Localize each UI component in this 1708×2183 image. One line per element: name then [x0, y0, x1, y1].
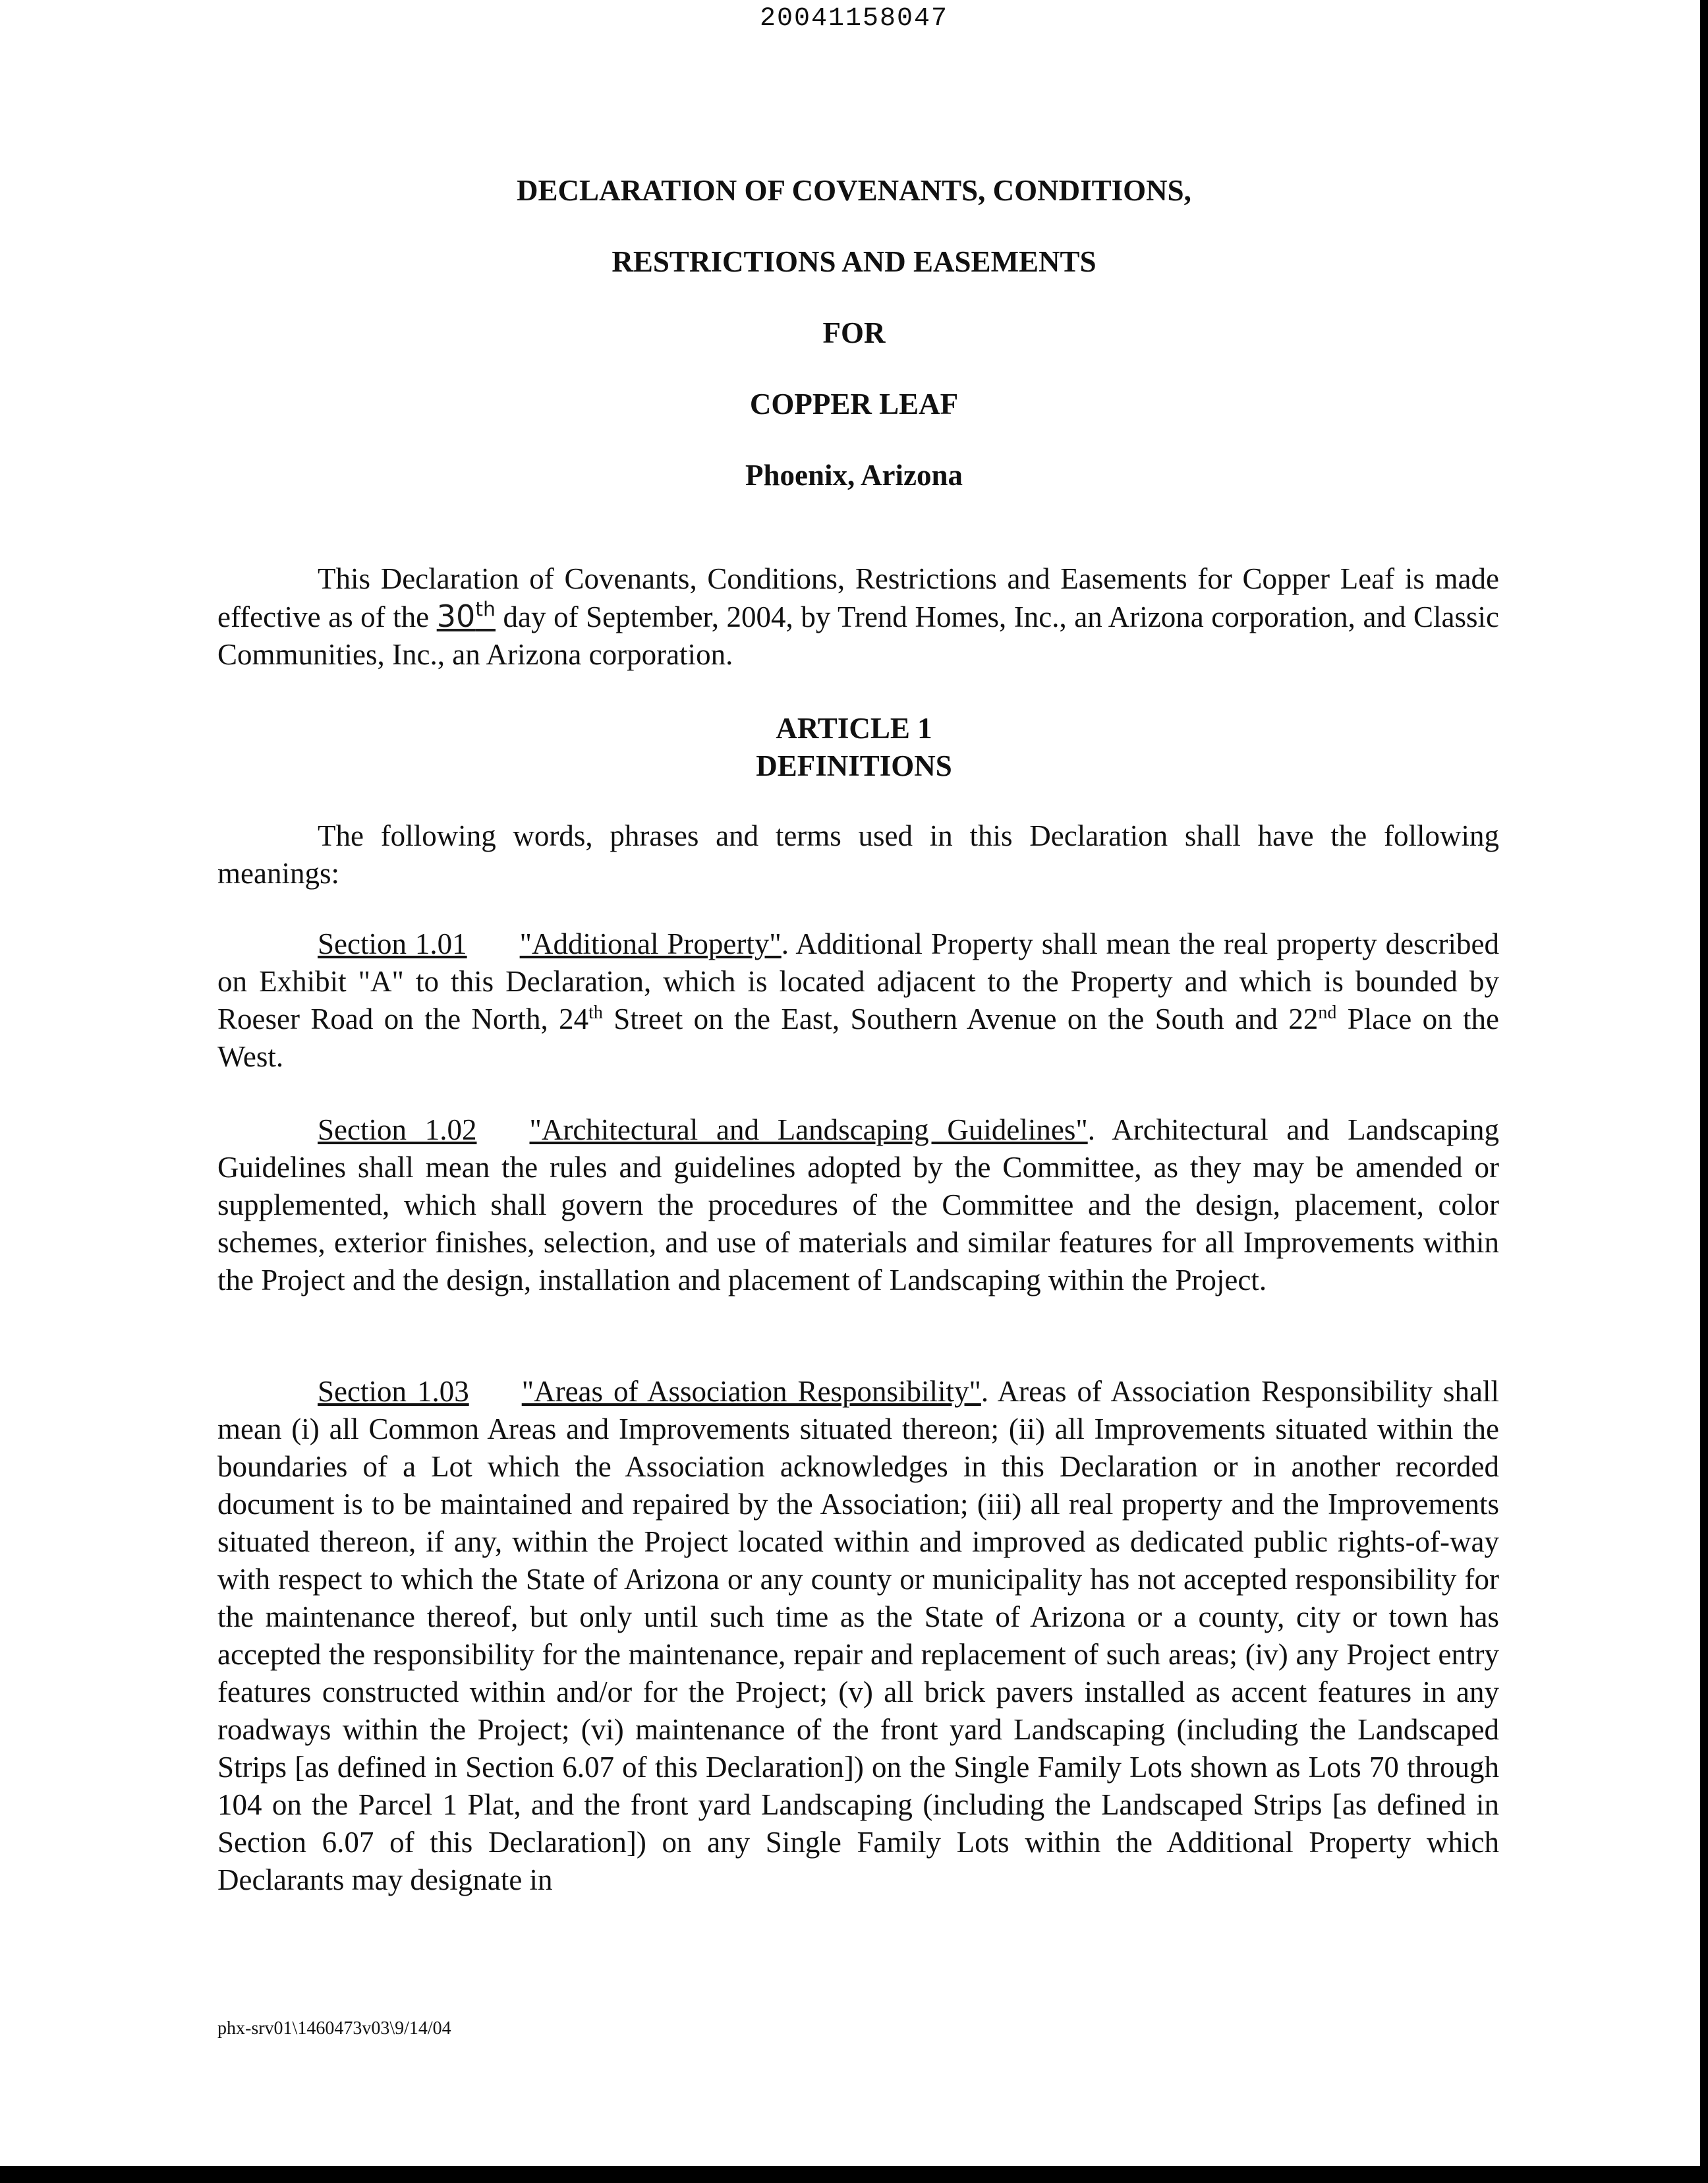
defined-term: "Architectural and Landscaping Guidelines" — [529, 1113, 1088, 1146]
title-line-2: RESTRICTIONS AND EASEMENTS — [612, 245, 1096, 278]
intro-text-before: This Declaration of Covenants, Conditions, Restrictions and Easements for Copper Leaf is made effective as of the — [217, 562, 1499, 633]
article-heading — [0, 710, 1708, 785]
defined-term: "Areas of Association Responsibility" — [521, 1375, 981, 1408]
section-1-02 — [217, 1111, 1499, 1299]
scan-edge-bottom — [0, 2166, 1708, 2183]
footer-doc-reference: phx-srv01\1460473v03\9/14/04 — [217, 2018, 451, 2039]
section-number: Section 1.03 — [318, 1375, 469, 1408]
section-1-01: Section 1.01 "Additional Property". Additional Property shall mean the real property described on Exhibit "A" to this Declaration, which is located adjacent to the Property and which is bounded by Roeser Road on the North, 24th Street on the East, Southern Avenue on the South and 22nd Place on the West. — [217, 927, 1499, 1073]
title-line-3: FOR — [822, 316, 886, 349]
intro-paragraph — [217, 560, 1499, 674]
section-text: . Areas of Association Responsibility shall mean (i) all Common Areas and Improvements situated thereon; (ii) all Improvements situated within the boundaries of a Lot which the Association acknowledges in this Declaration or in another recorded document is to be maintained and repaired by the Association; (iii) all real property and the Improvements situated thereon, if any, within the Project located within and improved as dedicated public rights-of-way with respect to which the State of Arizona or any county or municipality has not accepted responsibility for the maintenance thereof, but only until such time as the State of Arizona or a county, city or town has accepted the responsibility for the maintenance, repair and replacement of such areas; (iv) any Project entry features constructed within and/or for the Project; (v) all brick pavers installed as accent features in any roadways within the Project; (vi) maintenance of the front yard Landscaping (including the Landscaped Strips [as defined in Section 6.07 of this Declaration]) on the Single Family Lots shown as Lots 70 through 104 on the Parcel 1 Plat, and the front yard Landscaping (including the Landscaped Strips [as defined in Section 6.07 of this Declaration]) on any Single Family Lots within the Additional Property which Declarants may designate in — [217, 1375, 1499, 1896]
section-number: Section 1.02 — [318, 1113, 477, 1146]
article-title: DEFINITIONS — [756, 749, 952, 782]
title-line-5: Phoenix, Arizona — [745, 459, 963, 492]
handwritten-day-suffix: th — [475, 598, 496, 622]
article-number: ARTICLE 1 — [776, 712, 932, 745]
section-text: . Architectural and Landscaping Guidelines shall mean the rules and guidelines adopted by the Committee, as they may be amended or supplemented, which shall govern the procedures of the Committee and the design, placement, color schemes, exterior finishes, selection, and use of materials and similar features for all Improvements within the Project and the design, installation and placement of Landscaping within the Project. — [217, 1113, 1499, 1296]
defined-term: "Additional Property" — [519, 927, 782, 960]
section-number: Section 1.01 — [318, 927, 467, 960]
definitions-intro — [217, 817, 1499, 892]
definitions-intro-text: The following words, phrases and terms used in this Declaration shall have the following meanings: — [217, 819, 1499, 890]
title-line-1: DECLARATION OF COVENANTS, CONDITIONS, — [517, 174, 1191, 207]
recording-number: 20041158047 — [759, 4, 949, 34]
handwritten-day: 30th — [436, 598, 496, 634]
document-title-block — [0, 173, 1708, 529]
intro-text-after: day of September, 2004, by Trend Homes, Inc., an Arizona corporation, and Classic Communities, Inc., an Arizona corporation. — [217, 600, 1499, 671]
section-1-03 — [217, 1373, 1499, 1899]
title-line-4: COPPER LEAF — [749, 388, 959, 421]
section-text: . Additional Property shall mean the real property described on Exhibit "A" to this Declaration, which is located adjacent to the Property and which is bounded by Roeser Road on the North, 24 — [217, 927, 1499, 1035]
